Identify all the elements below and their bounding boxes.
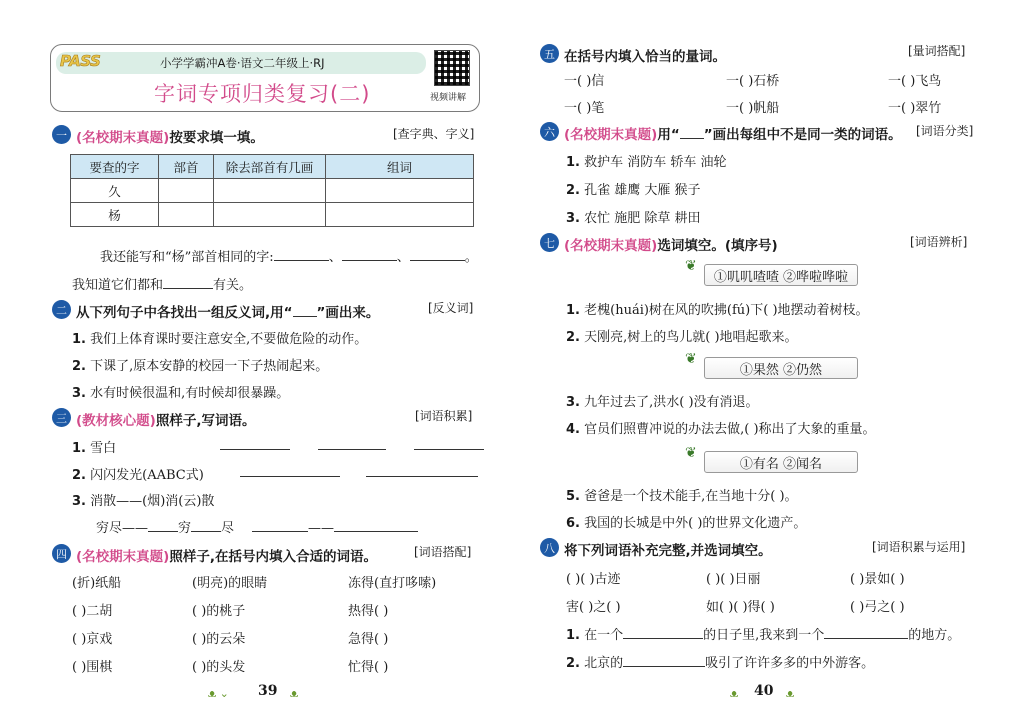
list-item [72, 490, 214, 509]
item-number: 1. [566, 155, 580, 170]
item-number: 3. [566, 211, 580, 226]
collocation-item: 冻得(直打哆嗦) [348, 576, 437, 591]
leaf-icon: ❦ [685, 445, 697, 461]
word-choice-box: ①有名 ②闻名 [704, 451, 858, 473]
item-number: 1. [72, 332, 86, 347]
collocation-item[interactable]: ( )的云朵 [192, 632, 246, 647]
idiom-item[interactable]: 如( )( )得( ) [706, 600, 775, 615]
table-header: 除去部首有几画 [214, 155, 326, 179]
section-category: [反义词] [428, 301, 474, 315]
sprout-icon: ᴥ ⌄ [208, 687, 229, 700]
item-text[interactable]: 农忙 施肥 除草 耕田 [584, 211, 701, 226]
item-number: 6. [566, 516, 580, 531]
answer-cell[interactable] [214, 179, 326, 203]
list-item [72, 328, 367, 347]
measure-item[interactable]: 一( )帆船 [726, 101, 780, 116]
measure-item[interactable]: 一( )翠竹 [888, 101, 942, 116]
section-instruction: 选词填空。(填序号) [657, 238, 778, 254]
list-item [566, 512, 806, 531]
section-category: [查字典、字义] [393, 127, 475, 141]
answer-cell[interactable] [159, 203, 214, 227]
leaf-icon: ❦ [685, 258, 697, 274]
collocation-item[interactable]: ( )京戏 [72, 632, 113, 647]
line-text: 吸引了许许多多的中外游客。 [705, 656, 875, 671]
collocation-item[interactable]: ( )的头发 [192, 660, 246, 675]
line-text: 。 [464, 250, 478, 265]
line-text: 我还能写和“杨”部首相同的字: [100, 250, 274, 265]
fill-line [72, 274, 252, 293]
line-text: 的地方。 [908, 628, 961, 643]
table-header: 要查的字 [71, 155, 159, 179]
item-text[interactable]: 九年过去了,洪水( )没有消退。 [584, 395, 759, 410]
answer-cell[interactable] [326, 179, 474, 203]
sprout-icon: ᴥ [730, 687, 739, 700]
item-number: 2. [566, 656, 580, 671]
table-row [71, 203, 474, 227]
dictionary-table [70, 154, 474, 227]
item-number: 1. [72, 441, 86, 456]
blank[interactable] [623, 653, 705, 667]
item-text: 雪白 [90, 441, 117, 456]
idiom-item[interactable]: ( )弓之( ) [850, 600, 905, 615]
table-header-row [71, 155, 474, 179]
section-heading [76, 409, 255, 429]
section-instruction: 从下列句子中各找出一组反义词,用“ [76, 305, 293, 321]
section-category: [词语积累与运用] [872, 540, 966, 554]
blank[interactable] [824, 625, 908, 639]
fill-line [96, 517, 418, 536]
item-text[interactable]: 爸爸是一个技术能手,在当地十分( )。 [584, 489, 798, 504]
collocation-item[interactable]: ( )围棋 [72, 660, 113, 675]
list-item [566, 151, 727, 170]
section-heading [76, 545, 377, 565]
section-number: 八 [540, 538, 559, 557]
item-number: 2. [72, 468, 86, 483]
page-number: 40 [754, 683, 774, 699]
blank[interactable] [318, 436, 386, 450]
item-text: 闪闪发光(AABC式) [90, 468, 204, 483]
item-number: 1. [566, 628, 580, 643]
list-item [566, 207, 701, 226]
line-text: 北京的 [584, 656, 624, 671]
section-heading: 将下列词语补充完整,并选词填空。 [564, 543, 772, 559]
fill-line [566, 624, 960, 643]
collocation-item[interactable]: 急得( ) [348, 632, 389, 647]
idiom-item[interactable]: ( )( )古迹 [566, 572, 621, 587]
idiom-item[interactable]: ( )( )日丽 [706, 572, 761, 587]
item-text[interactable]: 官员们照曹冲说的办法去做,( )称出了大象的重量。 [584, 422, 876, 437]
section-instruction: 用“ [657, 127, 680, 143]
qr-code-icon[interactable] [434, 50, 470, 86]
collocation-item[interactable]: ( )二胡 [72, 604, 113, 619]
collocation-item[interactable]: 热得( ) [348, 604, 389, 619]
measure-item[interactable]: 一( )石桥 [726, 74, 780, 89]
collocation-item[interactable]: 忙得( ) [348, 660, 389, 675]
table-header: 组词 [326, 155, 474, 179]
blank[interactable] [148, 518, 178, 532]
section-number: 四 [52, 544, 71, 563]
section-instruction: ”画出每组中不是同一类的词语。 [703, 127, 902, 143]
blank[interactable] [410, 247, 465, 261]
item-text: 我们上体育课时要注意安全,不要做危险的动作。 [90, 332, 368, 347]
word-choice-box: ①叽叽喳喳 ②哗啦哗啦 [704, 264, 858, 286]
item-number: 2. [566, 183, 580, 198]
line-text: 我知道它们都和 [72, 278, 164, 293]
line-text: 、 [396, 250, 410, 265]
blank[interactable] [240, 463, 340, 477]
section-instruction: ”画出来。 [316, 305, 380, 321]
blank[interactable] [252, 518, 308, 532]
leaf-icon: ❦ [685, 351, 697, 367]
item-number: 2. [566, 330, 580, 345]
section-instruction: 照样子,写词语。 [155, 413, 256, 429]
item-number: 1. [566, 303, 580, 318]
table-row [71, 179, 474, 203]
line-text: —— [308, 521, 335, 536]
blank[interactable] [274, 247, 329, 261]
measure-item[interactable]: 一( )飞鸟 [888, 74, 942, 89]
list-item [566, 326, 798, 345]
line-text: 的日子里,我来到一个 [703, 628, 825, 643]
item-text[interactable]: 我国的长城是中外( )的世界文化遗产。 [584, 516, 807, 531]
item-text[interactable]: 天刚亮,树上的鸟儿就( )地唱起歌来。 [584, 330, 798, 345]
blank[interactable] [366, 463, 478, 477]
page-title: 字词专项归类复习(二) [154, 82, 371, 106]
list-item [566, 299, 869, 318]
item-text[interactable]: 老槐(huái)树在风的吹拂(fú)下( )地摆动着树枝。 [584, 303, 869, 318]
section-heading: 在括号内填入恰当的量词。 [564, 49, 726, 65]
line-text: 穷 [178, 521, 192, 536]
blank[interactable] [220, 436, 290, 450]
section-number: 六 [540, 122, 559, 141]
sprout-icon: ᴥ [786, 687, 795, 700]
section-category: [词语积累] [415, 409, 473, 423]
list-item [566, 418, 876, 437]
item-text: 下课了,原本安静的校园一下子热闹起来。 [90, 359, 329, 374]
qr-label: 视频讲解 [430, 93, 467, 103]
line-text: 、 [328, 250, 342, 265]
collocation-item: (明亮)的眼睛 [192, 576, 268, 591]
line-text: 有关。 [213, 278, 253, 293]
section-number: 二 [52, 300, 71, 319]
collocation-item: (折)纸船 [72, 576, 122, 591]
sprout-icon: ᴥ [290, 687, 299, 700]
section-tag: (名校期末真题) [76, 130, 170, 146]
blank[interactable] [334, 518, 418, 532]
word-choice-box: ①果然 ②仍然 [704, 357, 858, 379]
list-item [566, 485, 798, 504]
blank[interactable] [414, 436, 484, 450]
series-title: 小学学霸冲A卷·语文二年级上·RJ [160, 56, 325, 70]
underline-sample [293, 303, 317, 317]
line-text: 穷尽—— [96, 521, 149, 536]
list-item [72, 437, 116, 456]
line-text: 在一个 [584, 628, 624, 643]
table-header: 部首 [159, 155, 214, 179]
section-category: [量词搭配] [908, 44, 966, 58]
idiom-item[interactable]: 害( )之( ) [566, 600, 621, 615]
blank[interactable] [342, 247, 397, 261]
collocation-item[interactable]: ( )的桃子 [192, 604, 246, 619]
section-instruction: 按要求填一填。 [169, 130, 264, 146]
blank[interactable] [163, 275, 213, 289]
item-number: 3. [72, 494, 86, 509]
measure-item[interactable]: 一( )信 [564, 74, 605, 89]
section-number: 七 [540, 233, 559, 252]
section-number: 三 [52, 408, 71, 427]
section-number: 一 [52, 125, 71, 144]
item-text: 水有时候很温和,有时候却很暴躁。 [90, 386, 290, 401]
list-item [72, 464, 204, 483]
list-item [72, 382, 289, 401]
answer-cell[interactable] [326, 203, 474, 227]
pass-logo: PASS [60, 52, 101, 70]
table-cell: 久 [71, 179, 159, 203]
section-instruction: 照样子,在括号内填入合适的词语。 [169, 549, 377, 565]
list-item [566, 391, 759, 410]
answer-cell[interactable] [214, 203, 326, 227]
blank[interactable] [623, 625, 703, 639]
item-number: 3. [72, 386, 86, 401]
item-number: 3. [566, 395, 580, 410]
section-tag: (名校期末真题) [564, 127, 658, 143]
section-heading [564, 234, 778, 254]
table-cell: 杨 [71, 203, 159, 227]
line-text: 尽 [221, 521, 235, 536]
page-number: 39 [258, 683, 278, 699]
section-tag: (名校期末真题) [564, 238, 658, 254]
fill-line [566, 652, 874, 671]
section-heading [76, 301, 379, 321]
section-category: [词语辨析] [910, 235, 968, 249]
item-number: 4. [566, 422, 580, 437]
section-category: [词语分类] [916, 124, 974, 138]
item-text[interactable]: 孔雀 雄鹰 大雁 猴子 [584, 183, 701, 198]
item-text: 消散——(烟)消(云)散 [90, 494, 215, 509]
answer-cell[interactable] [159, 179, 214, 203]
list-item [566, 179, 701, 198]
section-category: [词语搭配] [414, 545, 472, 559]
measure-item[interactable]: 一( )笔 [564, 101, 605, 116]
item-text[interactable]: 救护车 消防车 轿车 油轮 [584, 155, 727, 170]
section-tag: (名校期末真题) [76, 549, 170, 565]
section-heading [76, 126, 264, 146]
item-number: 5. [566, 489, 580, 504]
section-number: 五 [540, 44, 559, 63]
list-item [72, 355, 328, 374]
idiom-item[interactable]: ( )景如( ) [850, 572, 905, 587]
section-heading [564, 123, 902, 143]
item-number: 2. [72, 359, 86, 374]
underline-sample [680, 125, 704, 139]
blank[interactable] [191, 518, 221, 532]
section-tag: (教材核心题) [76, 413, 156, 429]
fill-line [100, 246, 478, 265]
